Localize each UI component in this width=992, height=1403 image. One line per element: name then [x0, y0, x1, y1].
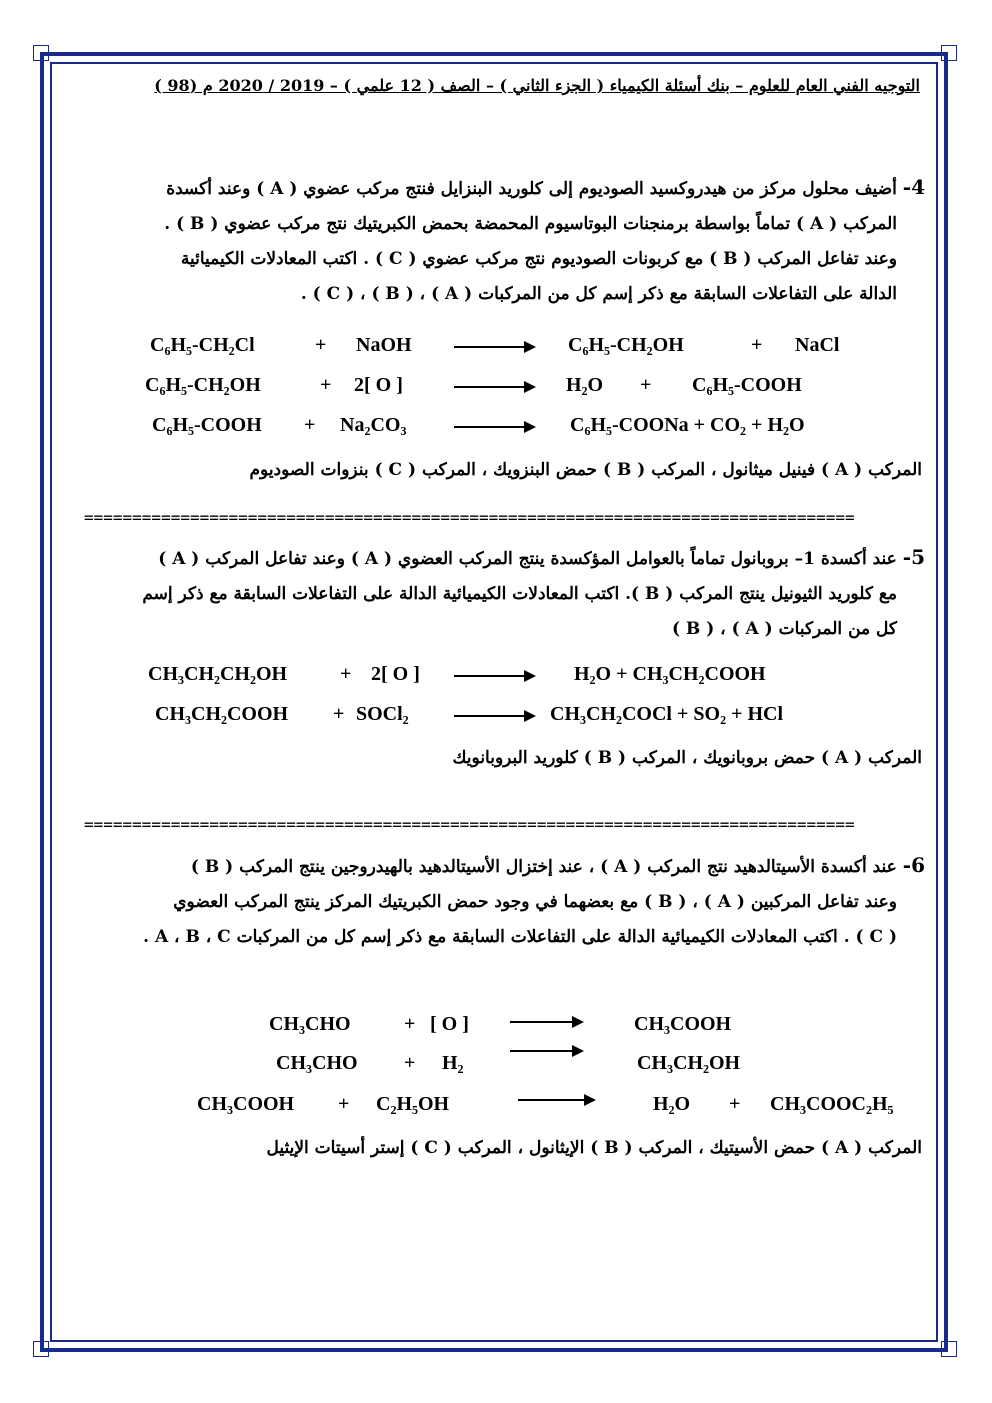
question-number: 4-	[902, 175, 925, 199]
product: CH₃COOC₂H₅	[770, 1093, 894, 1115]
plus-sign: +	[304, 414, 316, 436]
product: H₂O + CH₃CH₂COOH	[574, 663, 766, 685]
question-number: 5-	[902, 545, 925, 569]
reaction-arrow	[454, 386, 534, 388]
question-line: وعند تفاعل المركب ( B ) مع كربونات الصوديوم نتج مركب عضوي ( C ) . اكتب المعادلات الكيميائية	[180, 249, 897, 269]
product: CH₃CH₂OH	[637, 1052, 741, 1074]
plus-sign: +	[320, 374, 332, 396]
reactant: CH₃CH₂CH₂OH	[148, 663, 288, 685]
question-number: 6-	[902, 853, 925, 877]
reactant: CH₃COOH	[197, 1093, 295, 1115]
reactant: SOCl₂	[356, 703, 409, 725]
product: C₆H₅-COONa + CO₂ + H₂O	[570, 414, 805, 436]
product: H₂O	[653, 1093, 691, 1115]
plus-sign: +	[404, 1013, 416, 1035]
reaction-arrow	[454, 715, 534, 717]
page-header: التوجيه الفني العام للعلوم – بنك أسئلة الكيمياء ( الجزء الثاني ) – الصف ( 12 علمي ) – 2019 / 2020 م (98 )	[154, 76, 920, 95]
plus-sign: +	[729, 1093, 741, 1115]
reactant: C₆H₅-CH₂OH	[145, 374, 261, 396]
question-line: ( C ) . اكتب المعادلات الكيميائية الدالة على التفاعلات السابقة مع ذكر إسم كل من المركبات A ، B ، C .	[143, 927, 897, 947]
product: NaCl	[795, 334, 840, 356]
reactant: [ O ]	[430, 1013, 469, 1035]
question-line: مع كلوريد الثيونيل ينتج المركب ( B ). اكتب المعادلات الكيميائية الدالة على التفاعلات السابقة مع ذكر إسم	[142, 584, 897, 604]
product: CH₃COOH	[634, 1013, 732, 1035]
reaction-arrow	[454, 675, 534, 677]
reactant: Na₂CO₃	[340, 414, 407, 436]
plus-sign: +	[404, 1052, 416, 1074]
reactant: 2[ O ]	[354, 374, 403, 396]
reactant: CH₃CHO	[269, 1013, 351, 1035]
reactant: H₂	[442, 1052, 464, 1074]
question-line: أضيف محلول مركز من هيدروكسيد الصوديوم إلى كلوريد البنزايل فنتج مركب عضوي ( A ) وعند أكسدة	[166, 179, 897, 199]
reaction-arrow	[454, 426, 534, 428]
question-line: الدالة على التفاعلات السابقة مع ذكر إسم كل من المركبات ( A ) ، ( B ) ، ( C ) .	[300, 284, 897, 304]
plus-sign: +	[315, 334, 327, 356]
reaction-arrow	[518, 1099, 594, 1101]
answer-q4: المركب ( A ) فينيل ميثانول ، المركب ( B ) حمض البنزويك ، المركب ( C ) بنزوات الصوديوم	[249, 460, 922, 480]
question-line: وعند تفاعل المركبين ( A ) ، ( B ) مع بعضهما في وجود حمض الكبريتيك المركز ينتج المركب العضوي	[173, 892, 897, 912]
product: CH₃CH₂COCl + SO₂ + HCl	[550, 703, 784, 725]
question-line: عند أكسدة الأسيتالدهيد نتج المركب ( A ) ، عند إختزال الأسيتالدهيد بالهيدروجين ينتج المركب ( B )	[190, 857, 897, 877]
separator-line: ================================================================================	[84, 815, 855, 834]
reaction-arrow	[510, 1021, 582, 1023]
question-6	[80, 848, 925, 955]
reaction-arrow	[510, 1050, 582, 1052]
plus-sign: +	[338, 1093, 350, 1115]
answer-q6: المركب ( A ) حمض الأسيتيك ، المركب ( B ) الإيثانول ، المركب ( C ) إستر أسيتات الإيثيل	[266, 1138, 922, 1158]
product: H₂O	[566, 374, 604, 396]
product: C₆H₅-CH₂OH	[568, 334, 684, 356]
reactant: C₆H₅-CH₂Cl	[150, 334, 255, 356]
plus-sign: +	[640, 374, 652, 396]
corner-ornament	[33, 45, 49, 61]
reactant: C₂H₅OH	[376, 1093, 450, 1115]
corner-ornament	[941, 1341, 957, 1357]
question-line: عند أكسدة 1– بروبانول تماماً بالعوامل المؤكسدة ينتج المركب العضوي ( A ) وعند تفاعل المركب ( A )	[158, 549, 897, 569]
reactant: CH₃CHO	[276, 1052, 358, 1074]
question-4	[80, 170, 925, 312]
question-5	[80, 540, 925, 647]
reactant: C₆H₅-COOH	[152, 414, 262, 436]
question-line: كل من المركبات ( A ) ، ( B )	[671, 619, 897, 639]
corner-ornament	[941, 45, 957, 61]
separator-line: ================================================================================	[84, 508, 855, 527]
product: C₆H₅-COOH	[692, 374, 802, 396]
plus-sign: +	[333, 703, 345, 725]
question-line: المركب ( A ) تماماً بواسطة برمنجنات البوتاسيوم المحمضة بحمض الكبريتيك نتج مركب عضوي ( B ) .	[164, 214, 897, 234]
reactant: 2[ O ]	[371, 663, 420, 685]
corner-ornament	[33, 1341, 49, 1357]
answer-q5: المركب ( A ) حمض بروبانويك ، المركب ( B ) كلوريد البروبانويك	[452, 748, 922, 768]
reactant: CH₃CH₂COOH	[155, 703, 289, 725]
reaction-arrow	[454, 346, 534, 348]
reactant: NaOH	[356, 334, 412, 356]
plus-sign: +	[751, 334, 763, 356]
plus-sign: +	[340, 663, 352, 685]
